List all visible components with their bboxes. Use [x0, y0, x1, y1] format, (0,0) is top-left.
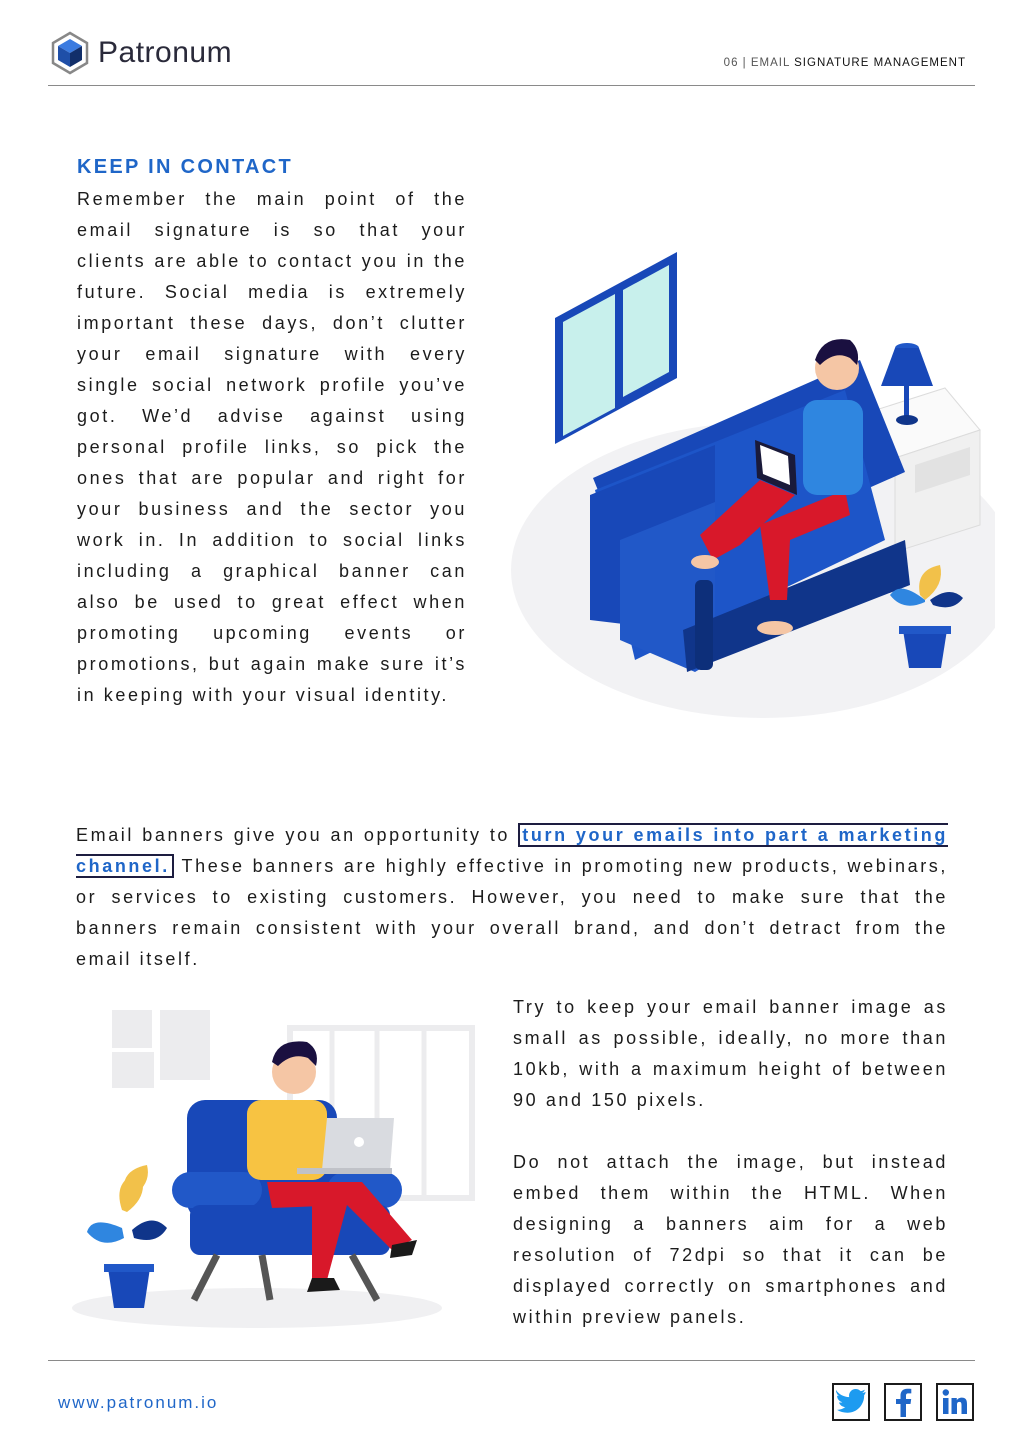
brand-logo: [50, 28, 250, 78]
banner-paragraph: [76, 820, 948, 975]
embed-paragraph: Do not attach the image, but instead embed them within the HTML. When designing a banners aim for a web resolution of 72dpi so that it can be displayed correctly on smartphones and within preview panels.: [513, 1152, 948, 1327]
laptop-armchair-illustration: [72, 1000, 492, 1340]
window-illustration: [555, 252, 677, 444]
patronum-logo-icon: [50, 31, 90, 75]
facebook-icon: [892, 1387, 914, 1417]
footer-divider: [48, 1360, 975, 1361]
section-title: SIGNATURE MANAGEMENT: [794, 57, 966, 69]
banner-paragraph-rest: These banners are highly effective in promoting new products, webinars, or services to existing customers. However, you need to make sure that the banners remain consistent with your overall brand, and don’t detract from the email itself.: [76, 856, 948, 969]
header-divider: [48, 85, 975, 86]
banner-paragraph-lead: Email banners give you an opportunity to: [76, 825, 519, 845]
website-link[interactable]: www.patronum.io: [58, 1393, 219, 1412]
page-header-label: [724, 57, 966, 69]
page-number: 06 | EMAIL: [723, 57, 790, 69]
section-heading: KEEP IN CONTACT: [77, 156, 293, 178]
linkedin-icon: [940, 1387, 970, 1417]
banner-size-paragraph: Try to keep your email banner image as small as possible, ideally, no more than 10kb, with a maximum height of between 90 and 150 pixels.: [513, 997, 948, 1110]
facebook-button[interactable]: [884, 1383, 922, 1421]
twitter-button[interactable]: [832, 1383, 870, 1421]
linkedin-button[interactable]: [936, 1383, 974, 1421]
marketing-channel-link[interactable]: turn your emails into part a marketing channel.: [76, 825, 948, 876]
twitter-icon: [836, 1389, 866, 1415]
brand-name: Patronum: [98, 36, 233, 69]
intro-paragraph: Remember the main point of the email signature is so that your clients are able to contact you in the future. Social media is extremely important these days, don’t clutter your email signature with every single social network profile you’ve got. We’d advise against using personal profile links, so pick the ones that are popular and right for your business and the sector you work in. In addition to social links including a graphical banner can also be used to great effect when promoting upcoming events or promotions, but again make sure it’s in keeping with your visual identity.: [77, 189, 467, 705]
plant-icon: [87, 1165, 167, 1308]
sofa-reading-illustration: [505, 240, 995, 730]
